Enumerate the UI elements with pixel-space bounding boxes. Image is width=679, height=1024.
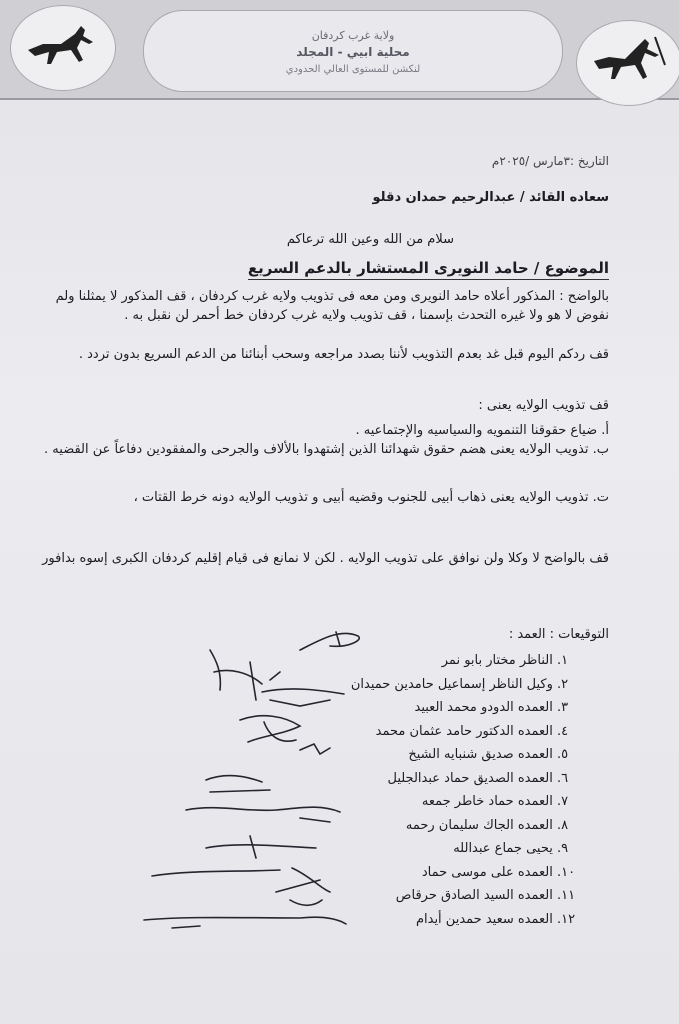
list-heading: قف تذويب الولايه يعنى : — [478, 398, 609, 413]
signatory-number: ١١. — [557, 888, 576, 903]
signatory-name: العمده الجاك سليمان رحمه — [405, 817, 553, 833]
signature-mark — [206, 776, 270, 792]
subject-line: الموضوع / حامد النويرى المستشار بالدعم السريع — [248, 259, 609, 280]
list-item: ب. تذويب الولايه يعنى هضم حقوق شهدائنا الذين إشتهدوا بالألاف والجرحى والمفقودين دفاعاً عن القضيه . — [44, 442, 609, 457]
body-paragraph-2: قف ردكم اليوم قبل غد بعدم التذويب لأننا بصدد مراجعه وسحب أبنائنا من الدعم السريع بدون تردد . — [78, 347, 609, 362]
signatory-name: يحيى جماع عبدالله — [453, 841, 553, 856]
signatory-name: وكيل الناظر إسماعيل حامدين حميدان — [350, 676, 553, 692]
signatory-row — [279, 720, 579, 744]
signatory-number: ٤. — [557, 723, 569, 739]
signatory-number: ١٠. — [557, 864, 576, 880]
signatory-row — [279, 837, 579, 861]
signature-mark — [210, 650, 280, 700]
letterhead-line1: ولاية غرب كردفان — [311, 29, 395, 42]
signatory-row — [279, 861, 579, 885]
letter-date: التاريخ :٣مارس /٢٠٢٥م — [491, 154, 609, 168]
letterhead-line2: محلية ابيي - المجلد — [296, 45, 410, 59]
addressee: سعاده القائد / عبدالرحيم حمدان دقلو — [372, 190, 609, 205]
letterhead-line3: لنكشن للمستوى العالي الحدودي — [285, 64, 421, 75]
signatory-row — [279, 673, 579, 697]
signatory-row — [279, 767, 579, 791]
horse-logo-left — [10, 5, 116, 91]
signatory-number: ١. — [557, 653, 569, 668]
letterhead-title — [143, 10, 563, 92]
signatory-number: ٨. — [557, 817, 569, 833]
signatory-name: الناظر مختار بابو نمر — [441, 653, 553, 668]
signatory-list — [279, 649, 579, 931]
signatory-name: العمده الدكتور حامد عثمان محمد — [375, 723, 553, 739]
signatory-name: العمده صديق شنبايه الشيخ — [408, 747, 553, 762]
signatures-heading: التوقيعات : العمد : — [508, 627, 609, 642]
signatory-number: ٣. — [557, 700, 569, 715]
signatory-name: العمده السيد الصادق حرقاص — [395, 888, 553, 903]
signatory-number: ١٢. — [557, 911, 576, 927]
body-paragraph-1: بالواضح : المذكور أعلاه حامد النويرى ومن معه فى تذويب ولايه غرب كردفان ، قف المذكور لا يمثلنا ولم نفوض لا هو ولا غيره التحدث بإسمنا ، قف تذويب ولايه غرب كردفان خط أحمر لن نقبل به . — [55, 289, 609, 323]
list-item: ت. تذويب الولايه يعنى ذهاب أبيى للجنوب وقضيه أبيى و تذويب الولايه دونه خرط القتات ، — [133, 490, 609, 505]
signatory-row — [279, 743, 579, 767]
letterhead — [0, 0, 679, 100]
signatory-name: العمده الدودو محمد العبيد — [414, 700, 553, 715]
greeting: سلام من الله وعين الله ترعاكم — [286, 232, 454, 247]
horse-logo-right — [576, 20, 679, 106]
signatory-name: العمده الصديق حماد عبدالجليل — [387, 770, 553, 786]
closing-paragraph: قف بالواضح لا وكلا ولن نوافق على تذويب الولايه . لكن لا نمانع فى قيام إقليم كردفان الكبرى إسوه بدافور — [42, 551, 609, 566]
signatory-number: ٧. — [557, 794, 569, 809]
signatory-row — [279, 814, 579, 838]
signatory-row — [279, 649, 579, 673]
signatory-row — [279, 884, 579, 908]
signatory-name: العمده سعيد حمدين أيدام — [415, 911, 553, 927]
signatory-row — [279, 696, 579, 720]
signatory-number: ٥. — [557, 747, 569, 762]
signature-mark — [300, 632, 359, 650]
signatory-row — [279, 790, 579, 814]
list-item: أ. ضياع حقوقنا التنمويه والسياسيه والإجتماعيه . — [355, 423, 609, 438]
signatory-number: ٢. — [557, 676, 569, 692]
signatory-name: العمده حماد خاطر جمعه — [421, 794, 553, 809]
signatory-number: ٩. — [557, 841, 569, 856]
signatory-row — [279, 908, 579, 932]
signatory-name: العمده على موسى حماد — [421, 864, 553, 880]
signatory-number: ٦. — [557, 770, 569, 786]
